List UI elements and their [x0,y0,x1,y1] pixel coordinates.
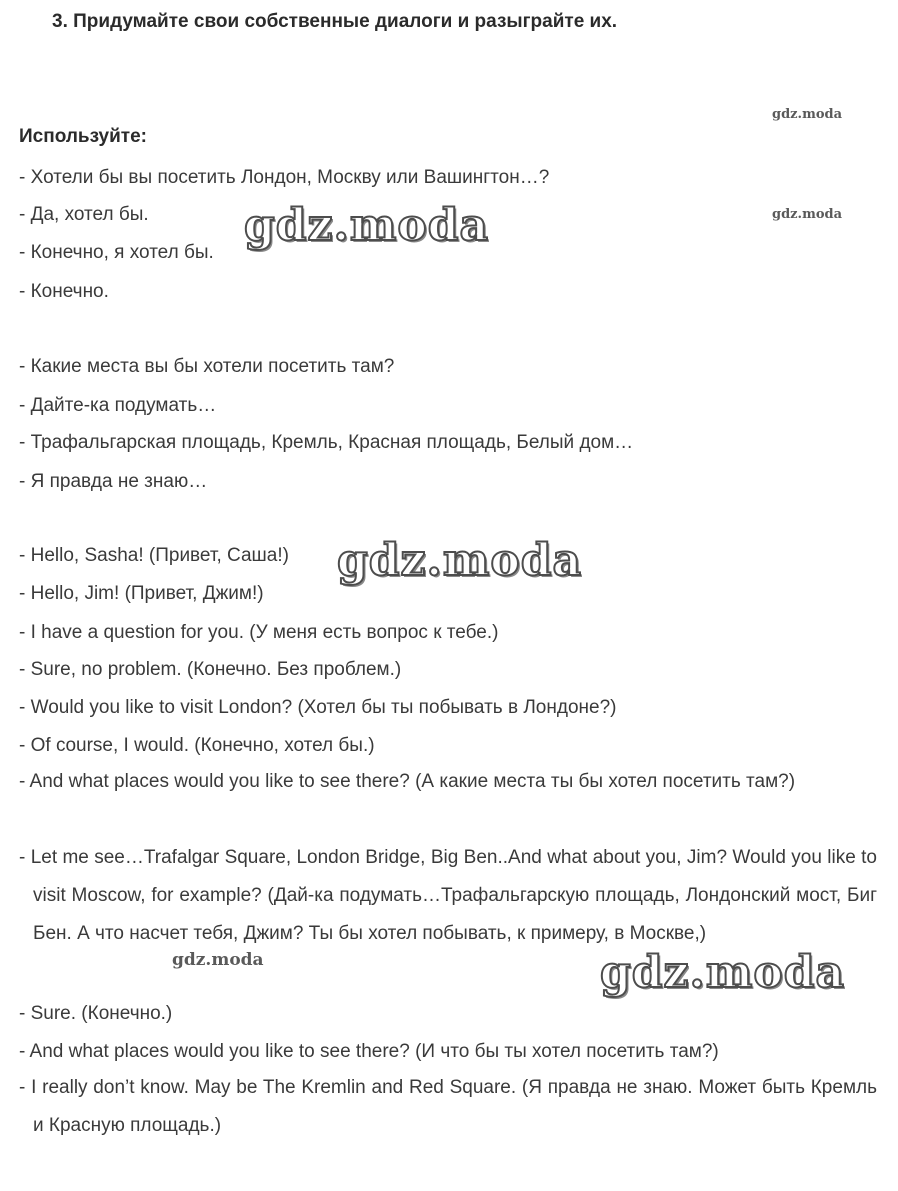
dialog-line: - Hello, Sasha! (Привет, Саша!) [19,545,289,566]
watermark-small-3: gdz.moda [172,950,264,970]
dialog-paragraph: - Let me see…Trafalgar Square, London Bridge, Big Ben..And what about you, Jim? Would you like to visit Moscow, for example? (Дай-ка подумать…Трафальгарскую площадь, Лондонский мост, Биг Бен. А что насчет тебя, Джим? Ты бы хотел побывать, к примеру, в Москве,) [19,847,877,944]
watermark-small-1: gdz.moda [772,107,843,122]
watermark-large-3: gdz.moda [600,947,846,998]
dialog-line: - Я правда не знаю… [19,471,208,492]
dialog-line: - Конечно. [19,281,109,302]
dialog-paragraph: - And what places would you like to see there? (А какие места ты бы хотел посетить там?) [19,771,796,792]
dialog-line: - Какие места вы бы хотели посетить там? [19,356,395,377]
watermark-small-2: gdz.moda [772,207,843,222]
dialog-line: - I have a question for you. (У меня есть вопрос к тебе.) [19,622,499,643]
dialog-line: - Of course, I would. (Конечно, хотел бы.) [19,735,375,756]
use-label: Используйте: [19,126,147,147]
dialog-line: - Хотели бы вы посетить Лондон, Москву или Вашингтон…? [19,167,550,188]
dialog-line: - Hello, Jim! (Привет, Джим!) [19,583,264,604]
task-heading: 3. Придумайте свои собственные диалоги и разыграйте их. [52,11,618,32]
dialog-line: - Дайте-ка подумать… [19,395,217,416]
dialog-line: - Трафальгарская площадь, Кремль, Красная площадь, Белый дом… [19,432,634,453]
watermark-large-2: gdz.moda [337,535,583,586]
dialog-line: - Would you like to visit London? (Хотел бы ты побывать в Лондоне?) [19,697,617,718]
dialog-paragraph: - I really don’t know. May be The Kremlin and Red Square. (Я правда не знаю. Может быть Кремль и Красную площадь.) [19,1077,877,1136]
dialog-line: - Да, хотел бы. [19,204,149,225]
dialog-line: - Sure, no problem. (Конечно. Без проблем.) [19,659,402,680]
dialog-line: - Sure. (Конечно.) [19,1003,173,1024]
dialog-line: - Конечно, я хотел бы. [19,242,214,263]
watermark-large-1: gdz.moda [244,200,490,251]
dialog-line: - And what places would you like to see there? (И что бы ты хотел посетить там?) [19,1041,719,1062]
